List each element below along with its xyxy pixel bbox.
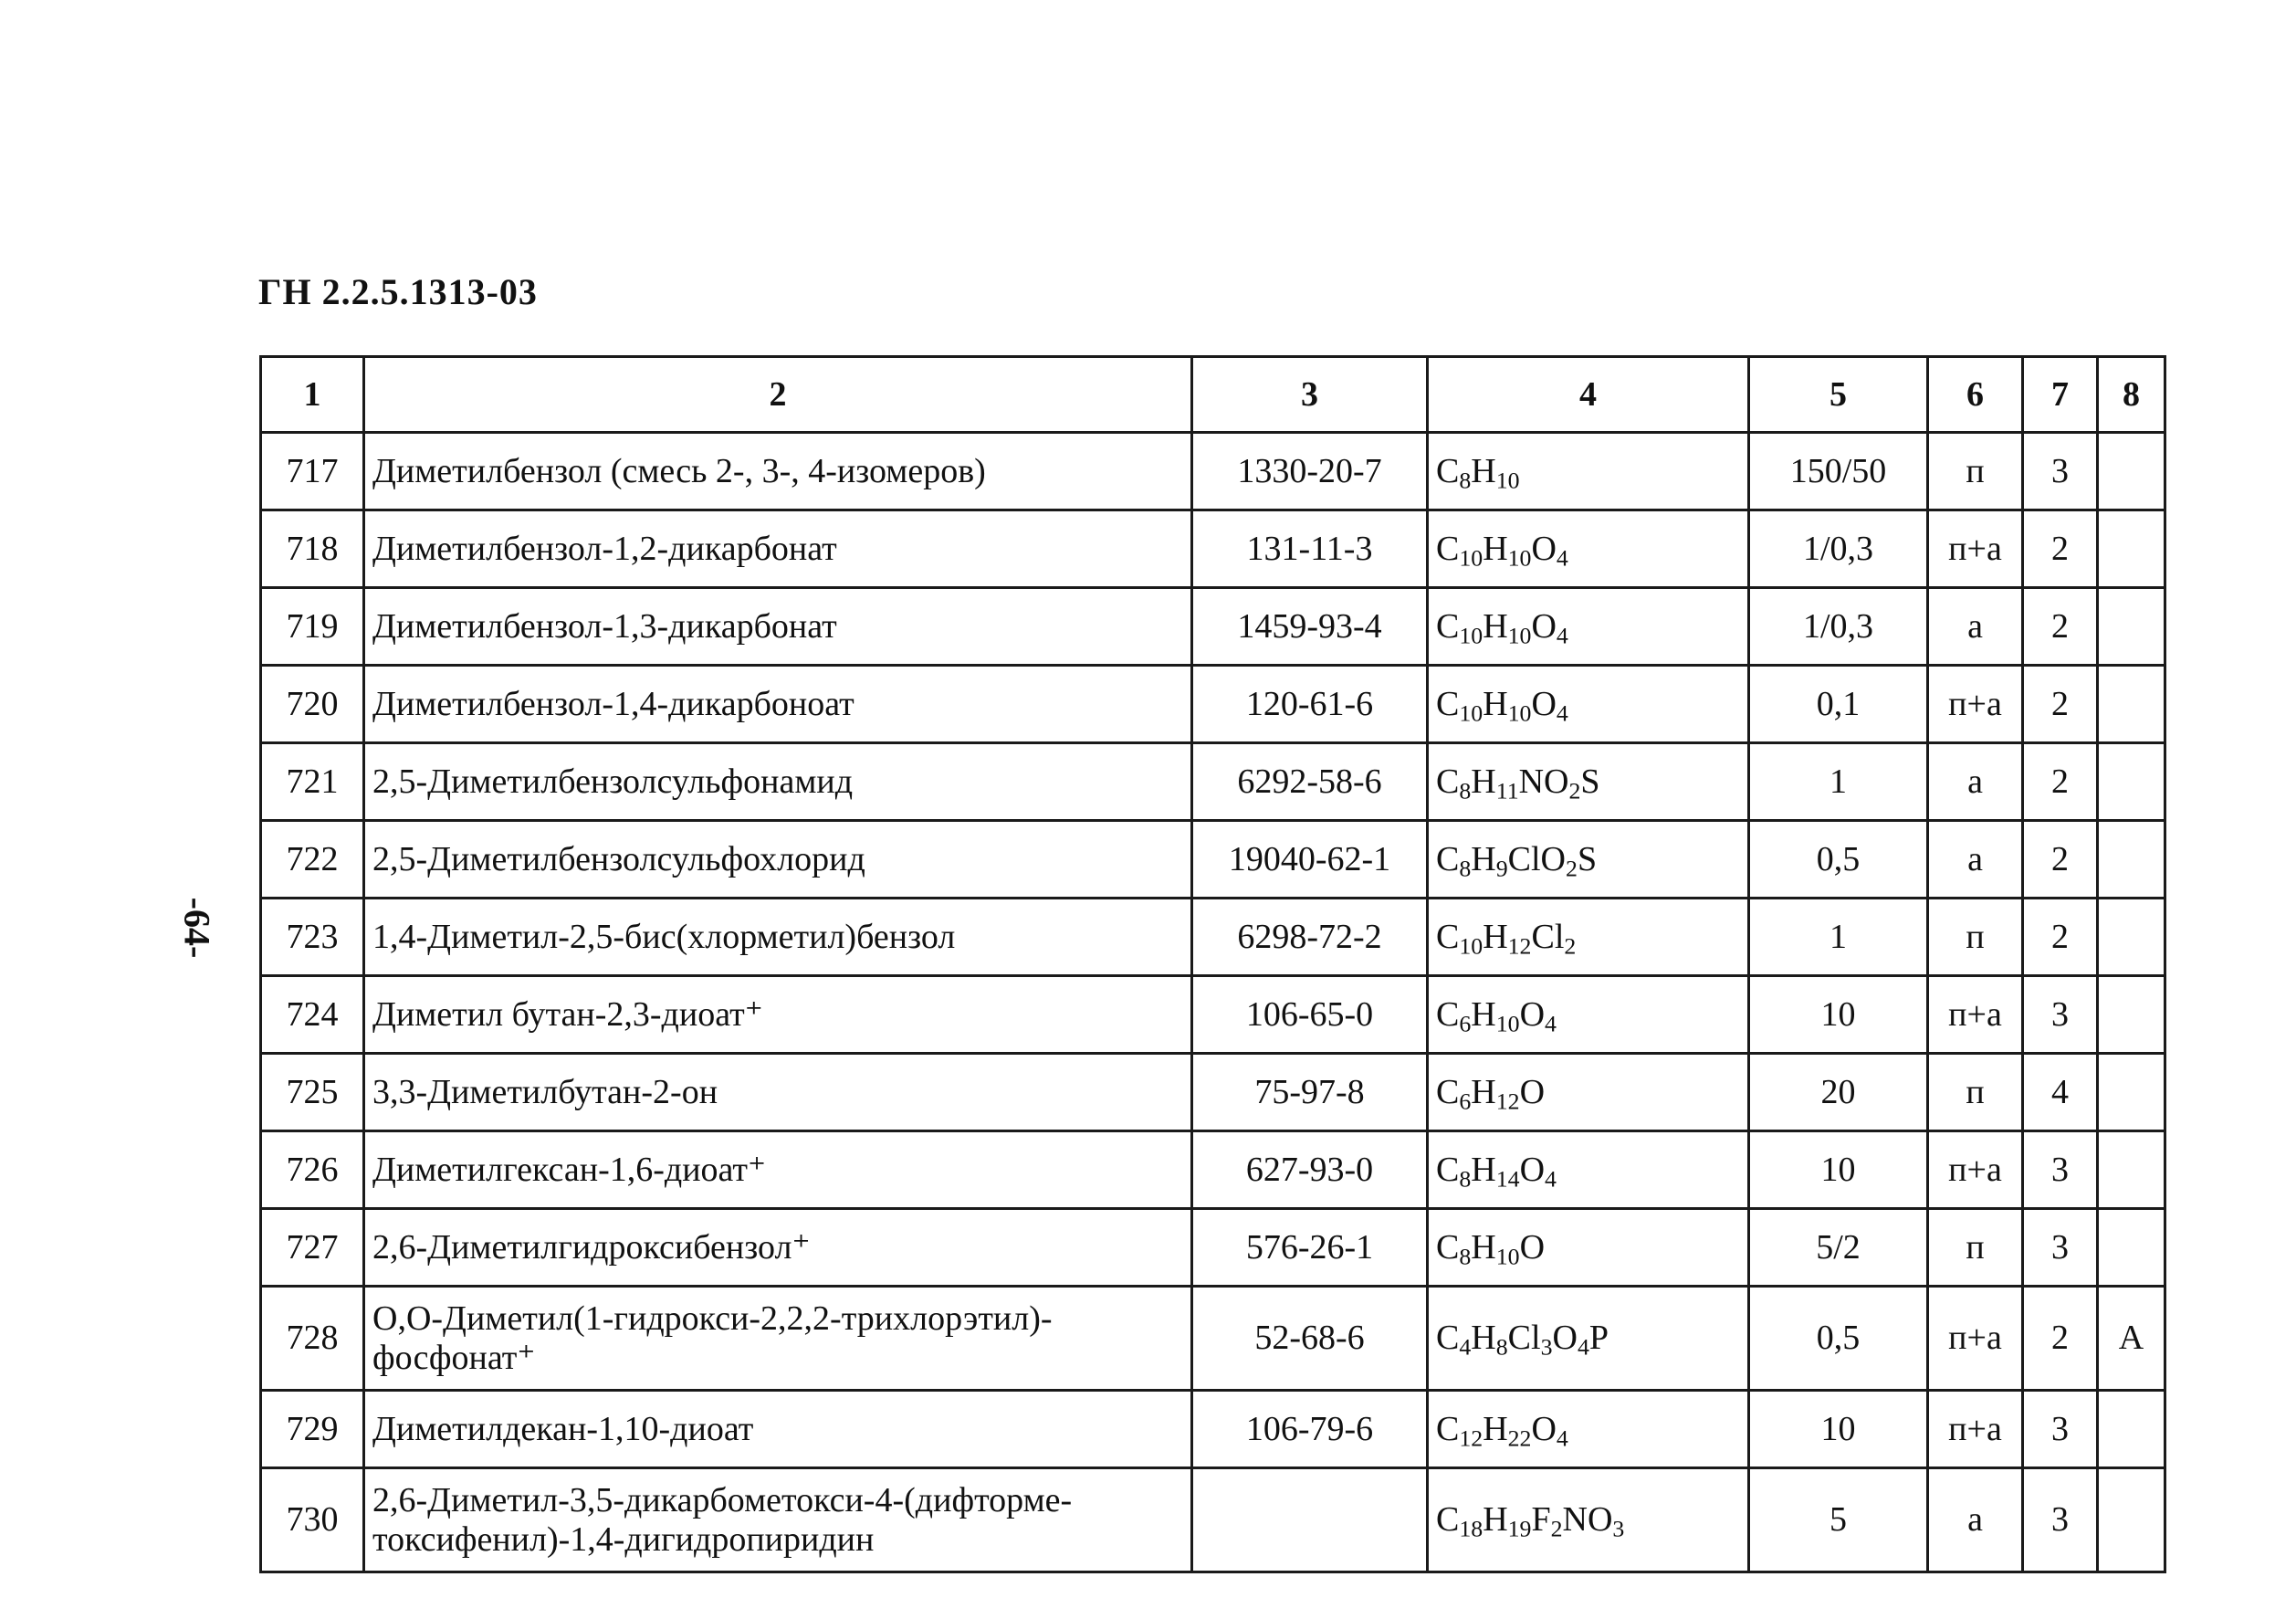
aggregate-state-cell: п — [1928, 899, 2023, 976]
aggregate-state-cell: п — [1928, 1209, 2023, 1287]
row-number-cell: 727 — [261, 1209, 364, 1287]
limit-value-cell: 20 — [1749, 1054, 1928, 1131]
row-number-cell: 722 — [261, 821, 364, 899]
aggregate-state-cell: п+а — [1928, 510, 2023, 588]
cas-number-cell: 6292-58-6 — [1192, 743, 1428, 821]
table-row — [261, 743, 2165, 821]
cas-number-cell: 75-97-8 — [1192, 1054, 1428, 1131]
note-cell — [2098, 821, 2165, 899]
substance-name-cell: 1,4-Диметил-2,5-бис(хлорметил)бензол — [364, 899, 1192, 976]
cas-number-cell: 576-26-1 — [1192, 1209, 1428, 1287]
aggregate-state-cell: п+а — [1928, 666, 2023, 743]
column-header: 1 — [261, 357, 364, 433]
note-cell — [2098, 1468, 2165, 1572]
aggregate-state-cell: п — [1928, 1054, 2023, 1131]
cas-number-cell: 106-65-0 — [1192, 976, 1428, 1054]
column-header: 7 — [2023, 357, 2098, 433]
table-row — [261, 821, 2165, 899]
formula-cell: $C_6H_{12}O$ — [1428, 1054, 1749, 1131]
limit-value-cell: 5 — [1749, 1468, 1928, 1572]
hazard-class-cell: 3 — [2023, 976, 2098, 1054]
hazard-class-cell: 2 — [2023, 743, 2098, 821]
table-row — [261, 976, 2165, 1054]
table-row — [261, 1054, 2165, 1131]
aggregate-state-cell: п — [1928, 433, 2023, 510]
cas-number-cell: 1330-20-7 — [1192, 433, 1428, 510]
substance-name-cell: Диметилбензол-1,3-дикарбонат — [364, 588, 1192, 666]
substance-name-cell: 2,6-Диметил-3,5-дикарбометокси-4-(дифторме- токсифенил)-1,4-дигидропиридин — [364, 1468, 1192, 1572]
aggregate-state-cell: п+а — [1928, 1287, 2023, 1391]
substance-name-cell: Диметилдекан-1,10-диоат — [364, 1391, 1192, 1468]
column-header: 8 — [2098, 357, 2165, 433]
note-cell — [2098, 433, 2165, 510]
limit-value-cell: 10 — [1749, 1391, 1928, 1468]
table-row — [261, 1131, 2165, 1209]
note-cell — [2098, 666, 2165, 743]
document-header: ГН 2.2.5.1313-03 — [258, 271, 538, 312]
column-header: 6 — [1928, 357, 2023, 433]
substance-name-cell: Диметилбензол-1,4-дикарбоноат — [364, 666, 1192, 743]
cas-number-cell: 627-93-0 — [1192, 1131, 1428, 1209]
hazard-class-cell: 4 — [2023, 1054, 2098, 1131]
row-number-cell: 717 — [261, 433, 364, 510]
hazard-class-cell: 3 — [2023, 1391, 2098, 1468]
hazard-class-cell: 3 — [2023, 433, 2098, 510]
hazard-class-cell: 2 — [2023, 510, 2098, 588]
hazard-class-cell: 2 — [2023, 1287, 2098, 1391]
hazard-class-cell: 3 — [2023, 1131, 2098, 1209]
row-number-cell: 719 — [261, 588, 364, 666]
formula-cell: $C_{10}H_{10}O_4$ — [1428, 588, 1749, 666]
aggregate-state-cell: а — [1928, 588, 2023, 666]
note-cell — [2098, 743, 2165, 821]
page-number: -64- — [176, 897, 218, 959]
substance-name-cell: Диметилбензол (смесь 2-, 3-, 4-изомеров) — [364, 433, 1192, 510]
limit-value-cell: 1/0,3 — [1749, 588, 1928, 666]
limit-value-cell: 150/50 — [1749, 433, 1928, 510]
table-row — [261, 433, 2165, 510]
column-header: 4 — [1428, 357, 1749, 433]
formula-cell: $C_4H_8Cl_3O_4P$ — [1428, 1287, 1749, 1391]
table-row — [261, 1468, 2165, 1572]
limit-value-cell: 10 — [1749, 976, 1928, 1054]
table-row — [261, 666, 2165, 743]
row-number-cell: 725 — [261, 1054, 364, 1131]
column-header: 2 — [364, 357, 1192, 433]
formula-cell: $C_6H_{10}O_4$ — [1428, 976, 1749, 1054]
aggregate-state-cell: а — [1928, 743, 2023, 821]
substance-name-cell: Диметилбензол-1,2-дикарбонат — [364, 510, 1192, 588]
cas-number-cell: 106-79-6 — [1192, 1391, 1428, 1468]
aggregate-state-cell: п+а — [1928, 1391, 2023, 1468]
hazard-class-cell: 3 — [2023, 1209, 2098, 1287]
limit-value-cell: 5/2 — [1749, 1209, 1928, 1287]
substance-name-cell: 3,3-Диметилбутан-2-он — [364, 1054, 1192, 1131]
column-header: 5 — [1749, 357, 1928, 433]
limit-value-cell: 1 — [1749, 743, 1928, 821]
formula-cell: $C_{10}H_{12}Cl_2$ — [1428, 899, 1749, 976]
column-header: 3 — [1192, 357, 1428, 433]
note-cell — [2098, 1054, 2165, 1131]
table-row — [261, 588, 2165, 666]
substance-name-cell: О,О-Диметил(1-гидрокси-2,2,2-трихлорэтил)- фосфонат⁺ — [364, 1287, 1192, 1391]
hazard-class-cell: 2 — [2023, 899, 2098, 976]
hazard-class-cell: 3 — [2023, 1468, 2098, 1572]
row-number-cell: 728 — [261, 1287, 364, 1391]
row-number-cell: 724 — [261, 976, 364, 1054]
formula-cell: $C_{18}H_{19}F_2NO_3$ — [1428, 1468, 1749, 1572]
formula-cell: $C_8H_9ClO_2S$ — [1428, 821, 1749, 899]
substance-name-cell: 2,5-Диметилбензолсульфонамид — [364, 743, 1192, 821]
note-cell — [2098, 510, 2165, 588]
table-header-row — [261, 357, 2165, 433]
row-number-cell: 721 — [261, 743, 364, 821]
hazard-class-cell: 2 — [2023, 666, 2098, 743]
note-cell — [2098, 976, 2165, 1054]
cas-number-cell: 131-11-3 — [1192, 510, 1428, 588]
cas-number-cell: 19040-62-1 — [1192, 821, 1428, 899]
substance-name-cell: 2,5-Диметилбензолсульфохлорид — [364, 821, 1192, 899]
formula-cell: $C_{12}H_{22}O_4$ — [1428, 1391, 1749, 1468]
cas-number-cell — [1192, 1468, 1428, 1572]
row-number-cell: 723 — [261, 899, 364, 976]
note-cell — [2098, 1209, 2165, 1287]
cas-number-cell: 52-68-6 — [1192, 1287, 1428, 1391]
limit-value-cell: 0,5 — [1749, 821, 1928, 899]
substance-name-cell: Диметилгексан-1,6-диоат⁺ — [364, 1131, 1192, 1209]
row-number-cell: 720 — [261, 666, 364, 743]
table-row — [261, 1209, 2165, 1287]
cas-number-cell: 6298-72-2 — [1192, 899, 1428, 976]
limit-value-cell: 0,1 — [1749, 666, 1928, 743]
row-number-cell: 718 — [261, 510, 364, 588]
note-cell — [2098, 588, 2165, 666]
hazard-class-cell: 2 — [2023, 821, 2098, 899]
row-number-cell: 730 — [261, 1468, 364, 1572]
table-row — [261, 510, 2165, 588]
substance-name-cell: Диметил бутан-2,3-диоат⁺ — [364, 976, 1192, 1054]
limit-value-cell: 10 — [1749, 1131, 1928, 1209]
substance-name-cell: 2,6-Диметилгидроксибензол⁺ — [364, 1209, 1192, 1287]
formula-cell: $C_8H_{14}O_4$ — [1428, 1131, 1749, 1209]
limit-value-cell: 1 — [1749, 899, 1928, 976]
table-row — [261, 899, 2165, 976]
note-cell: А — [2098, 1287, 2165, 1391]
formula-cell: $C_{10}H_{10}O_4$ — [1428, 666, 1749, 743]
note-cell — [2098, 1131, 2165, 1209]
formula-cell: $C_8H_{11}NO_2S$ — [1428, 743, 1749, 821]
formula-cell: $C_8H_{10}$ — [1428, 433, 1749, 510]
note-cell — [2098, 1391, 2165, 1468]
aggregate-state-cell: а — [1928, 821, 2023, 899]
cas-number-cell: 120-61-6 — [1192, 666, 1428, 743]
formula-cell: $C_{10}H_{10}O_4$ — [1428, 510, 1749, 588]
table-row — [261, 1391, 2165, 1468]
row-number-cell: 726 — [261, 1131, 364, 1209]
cas-number-cell: 1459-93-4 — [1192, 588, 1428, 666]
table-body — [261, 433, 2165, 1572]
limit-value-cell: 0,5 — [1749, 1287, 1928, 1391]
aggregate-state-cell: а — [1928, 1468, 2023, 1572]
aggregate-state-cell: п+а — [1928, 976, 2023, 1054]
formula-cell: $C_8H_{10}O$ — [1428, 1209, 1749, 1287]
substances-table — [259, 355, 2166, 1573]
row-number-cell: 729 — [261, 1391, 364, 1468]
note-cell — [2098, 899, 2165, 976]
aggregate-state-cell: п+а — [1928, 1131, 2023, 1209]
hazard-class-cell: 2 — [2023, 588, 2098, 666]
limit-value-cell: 1/0,3 — [1749, 510, 1928, 588]
table-row — [261, 1287, 2165, 1391]
